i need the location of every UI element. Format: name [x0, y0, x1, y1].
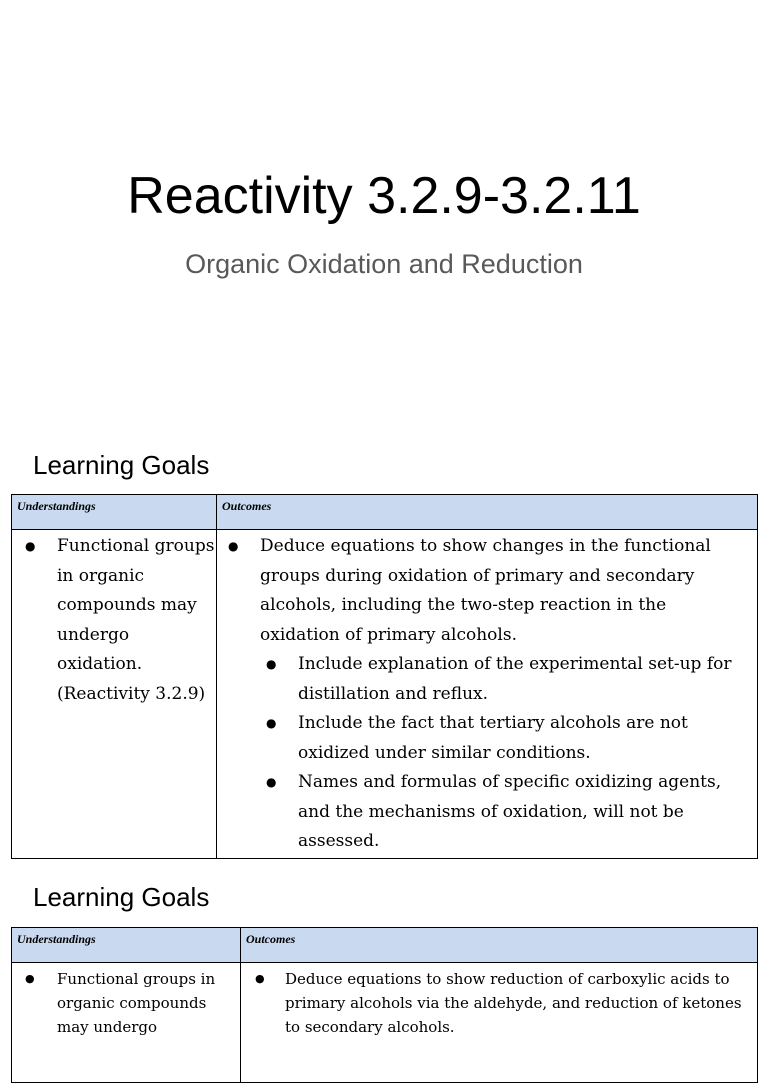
understanding-item: ● Functional groups in organic compounds may undergo oxidation. (Reactivity 3.2.9)	[57, 532, 215, 709]
outcomes-cell	[217, 530, 758, 859]
outcome-text: Deduce equations to show changes in the functional groups during oxidation of primary and secondary alcohols, including the two-step reaction in the oxidation of primary alcohols.	[260, 536, 711, 645]
outcome-item: ● Deduce equations to show reduction of carboxylic acids to primary alcohols via the aldehyde, and reduction of ketones to secondary alcohols.	[285, 967, 750, 1039]
learning-goals-heading: Learning Goals	[33, 450, 210, 480]
column-header-outcomes: Outcomes	[241, 928, 758, 963]
page-title: Reactivity 3.2.9-3.2.11	[127, 167, 641, 225]
learning-goals-table	[11, 494, 758, 859]
table-header-row	[12, 495, 758, 530]
table-header-row	[12, 928, 758, 963]
outcome-subitem: ● Include explanation of the experimental set-up for distillation and reflux.	[298, 650, 750, 709]
outcome-subitem: ● Names and formulas of specific oxidizing agents, and the mechanisms of oxidation, will not be assessed.	[298, 768, 750, 857]
table-row	[12, 963, 758, 1083]
learning-goals-heading: Learning Goals	[33, 882, 210, 912]
understandings-cell	[12, 963, 241, 1083]
table-row	[12, 530, 758, 859]
outcomes-cell	[241, 963, 758, 1083]
understandings-cell	[12, 530, 217, 859]
column-header-understandings: Understandings	[12, 928, 241, 963]
learning-goals-table	[11, 927, 758, 1083]
outcome-subitem: ● Include the fact that tertiary alcohols are not oxidized under similar conditions.	[298, 709, 750, 768]
column-header-understandings: Understandings	[12, 495, 217, 530]
page-subtitle: Organic Oxidation and Reduction	[185, 249, 583, 279]
outcome-item	[260, 532, 750, 857]
understanding-item: ● Functional groups in organic compounds may undergo	[57, 967, 239, 1039]
column-header-outcomes: Outcomes	[217, 495, 758, 530]
